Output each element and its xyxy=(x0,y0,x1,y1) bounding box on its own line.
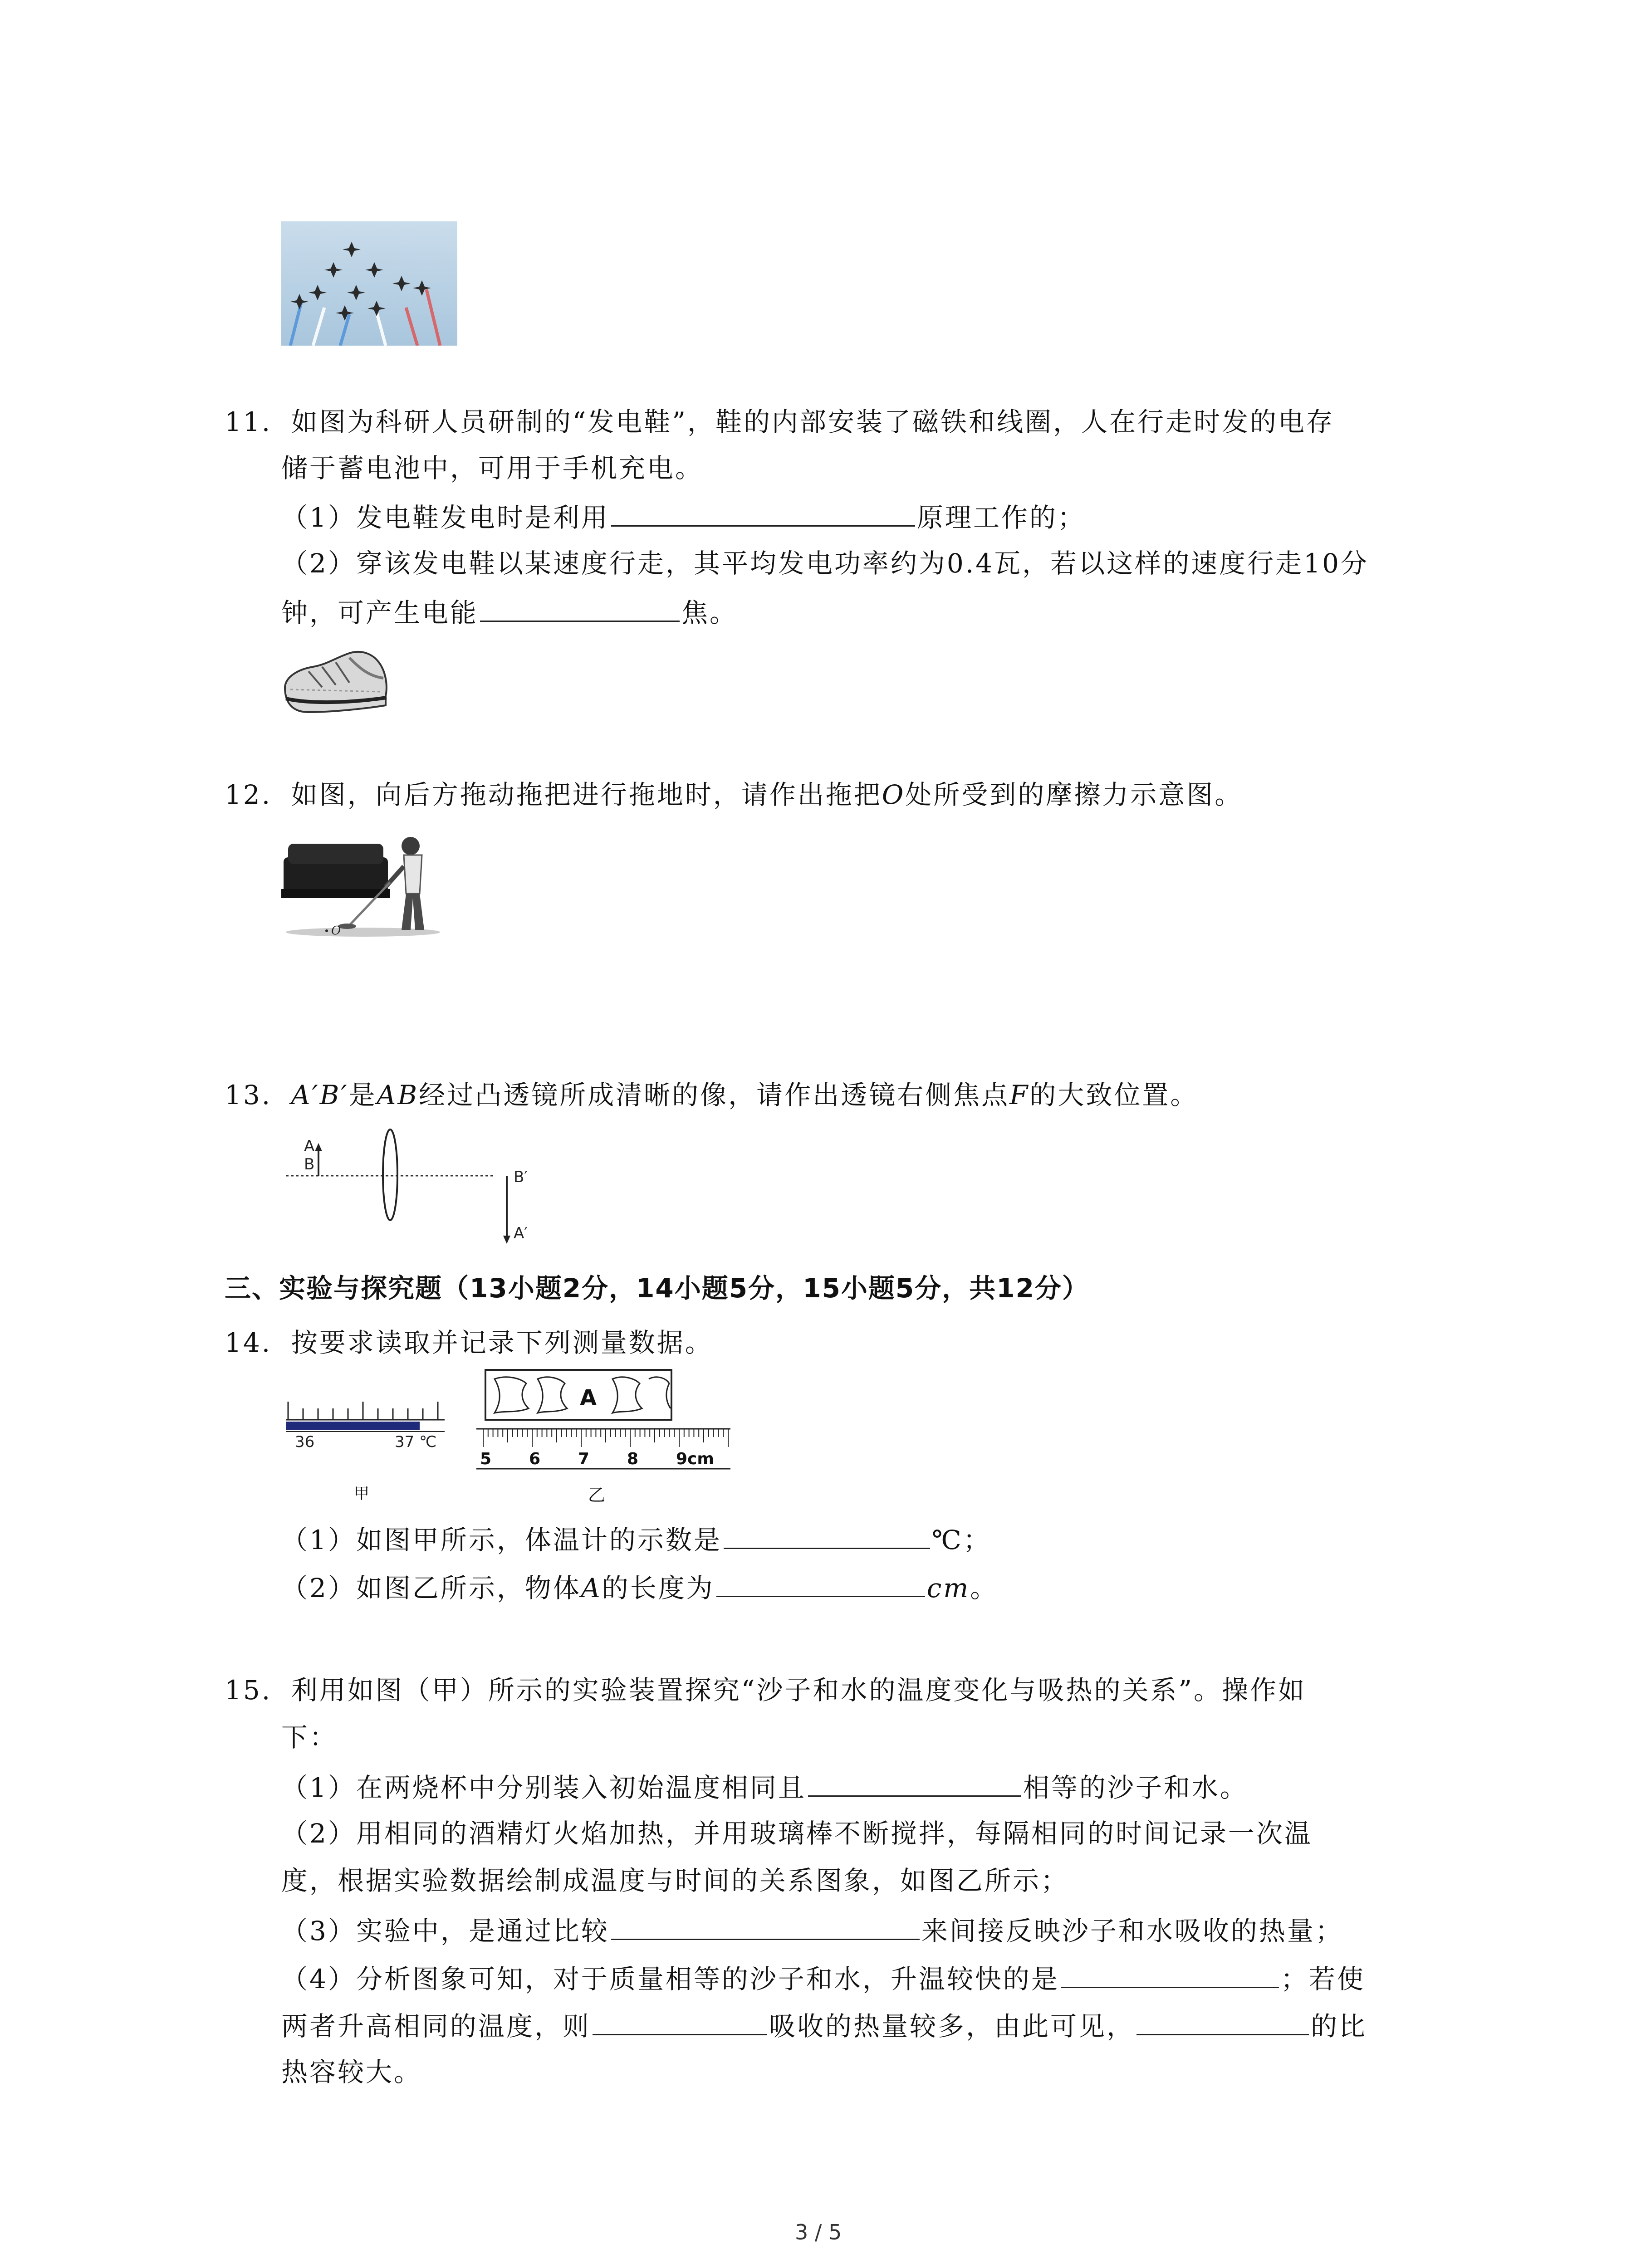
q15-part4-line2 xyxy=(281,2006,1367,2044)
q14-number: 14. xyxy=(225,1327,272,1358)
q14-part1-answer-blank[interactable] xyxy=(724,1520,930,1549)
q15-part3-answer-blank[interactable] xyxy=(611,1911,920,1940)
planes-photo xyxy=(281,221,457,346)
q15-part2-text1: （2）用相同的酒精灯火焰加热，并用玻璃棒不断搅拌，每隔相同的时间记录一次温 xyxy=(281,1818,1313,1849)
q14-part2-unit: cm xyxy=(926,1573,970,1603)
object-label-a: A xyxy=(304,1137,315,1155)
q11-part2-answer-blank[interactable] xyxy=(480,592,680,622)
caption-jia: 甲 xyxy=(354,1485,369,1503)
q12-number: 12. xyxy=(225,779,272,810)
q15-stem-line2 xyxy=(281,1719,338,1755)
q14-part2-answer-blank[interactable] xyxy=(716,1568,925,1597)
thermometer-figure xyxy=(281,1393,449,1456)
q15-stem-line1 xyxy=(225,1672,1306,1708)
q11-part2-line2 xyxy=(281,592,738,631)
q15-stem-text2: 下： xyxy=(281,1722,338,1753)
q15-part4-answer-blank-3[interactable] xyxy=(1136,2006,1309,2035)
q15-stem-text1: 利用如图（甲）所示的实验装置探究“沙子和水的温度变化与吸热的关系”。操作如 xyxy=(291,1675,1306,1706)
q11-stem-line2 xyxy=(281,450,703,486)
q12-point-o: O xyxy=(882,779,906,810)
page-number: 3 / 5 xyxy=(795,2220,842,2244)
q11-stem-line1 xyxy=(225,404,1334,440)
q13-text-end: 的大致位置。 xyxy=(1029,1080,1199,1110)
q14-part2-mid: 的长度为 xyxy=(602,1573,715,1603)
object-label-b: B xyxy=(304,1155,315,1173)
q15-part1-text: （1）在两烧杯中分别装入初始温度相同且 xyxy=(281,1772,806,1803)
q11-part2-text-c: 分 xyxy=(1340,548,1369,579)
ruler-label: 9cm xyxy=(676,1450,714,1468)
q15-part4-line1 xyxy=(281,1959,1365,1997)
shoe-figure xyxy=(281,644,390,717)
q12-stem-text-a: 如图，向后方拖动拖把进行拖地时，请作出拖把 xyxy=(291,779,882,810)
q14-stem-text: 按要求读取并记录下列测量数据。 xyxy=(291,1327,713,1358)
q15-part4-text1: （4）分析图象可知，对于质量相等的沙子和水，升温较快的是 xyxy=(281,1964,1059,1994)
lens-diagram xyxy=(281,1125,544,1252)
q15-part3-text: （3）实验中，是通过比较 xyxy=(281,1916,609,1946)
q11-stem-text2: 储于蓄电池中，可用于手机充电。 xyxy=(281,453,704,484)
q15-part4-line3 xyxy=(281,2054,422,2090)
q11-part2-text-a: （2）穿该发电鞋以某速度行走，其平均发电功率约为 xyxy=(281,548,947,579)
q11-minutes-value: 10 xyxy=(1303,548,1341,579)
q14-part2 xyxy=(281,1568,998,1606)
q15-part1 xyxy=(281,1767,1248,1806)
q14-part1 xyxy=(281,1520,991,1558)
q15-part3 xyxy=(281,1911,1343,1949)
q15-part3-tail: 来间接反映沙子和水吸收的热量； xyxy=(921,1916,1343,1946)
q15-part2-text2: 度，根据实验数据绘制成温度与时间的关系图象，如图乙所示； xyxy=(281,1865,1069,1896)
q15-part4-answer-blank-2[interactable] xyxy=(593,2006,767,2035)
mercury-column xyxy=(286,1422,420,1430)
q13-image-label: A′B′ xyxy=(291,1080,349,1110)
q15-part4-text2-a: 两者升高相同的温度，则 xyxy=(281,2011,591,2042)
ruler-label: 7 xyxy=(578,1450,590,1468)
q11-part1-text: （1）发电鞋发电时是利用 xyxy=(281,502,609,533)
q14-part2-var: A xyxy=(581,1573,602,1603)
q11-part2-line2-text: 钟，可产生电能 xyxy=(281,597,479,628)
thermometer-label-37: 37 ℃ xyxy=(395,1433,437,1451)
thermometer-label-36: 36 xyxy=(295,1433,315,1451)
q15-part4-text2-c: 的比 xyxy=(1311,2011,1367,2042)
q15-part4-text1-tail: ；若使 xyxy=(1280,1964,1365,1994)
section-3-title: 三、实验与探究题（13小题2分，14小题5分，15小题5分，共12分） xyxy=(225,1273,1089,1304)
caption-yi: 乙 xyxy=(588,1485,606,1505)
q14-part2-text: （2）如图乙所示，物体 xyxy=(281,1573,581,1603)
object-a-label: A xyxy=(580,1385,597,1411)
q11-stem-text1: 如图为科研人员研制的“发电鞋”，鞋的内部安装了磁铁和线圈，人在行走时发的电存 xyxy=(291,406,1334,437)
ruler-figure xyxy=(476,1365,730,1474)
q15-part1-answer-blank[interactable] xyxy=(808,1767,1021,1797)
q13-stem xyxy=(225,1077,1198,1113)
q15-number: 15. xyxy=(225,1675,272,1706)
mopping-figure xyxy=(281,826,449,939)
image-label-a-prime: A′ xyxy=(514,1224,528,1242)
q11-number: 11. xyxy=(225,406,272,437)
q14-stem xyxy=(225,1325,713,1361)
q11-part2-line1 xyxy=(281,545,1369,582)
q11-power-value: 0.4 xyxy=(946,548,994,579)
q11-part1 xyxy=(281,497,1086,536)
q15-part2-line2 xyxy=(281,1862,1069,1899)
q15-part4-text2-b: 吸收的热量较多，由此可见， xyxy=(769,2011,1135,2042)
q13-text-mid2: 经过凸透镜所成清晰的像，请作出透镜右侧焦点 xyxy=(419,1080,1010,1110)
image-label-b-prime: B′ xyxy=(514,1168,528,1186)
q11-part2-line2-tail: 焦。 xyxy=(681,597,738,628)
ruler-label: 8 xyxy=(627,1450,639,1468)
ruler-label: 5 xyxy=(480,1450,492,1468)
q11-part1-answer-blank[interactable] xyxy=(611,497,915,527)
q15-part4-answer-blank-1[interactable] xyxy=(1061,1959,1279,1988)
convex-lens xyxy=(383,1129,397,1220)
q14-part1-tail: ℃； xyxy=(931,1525,991,1555)
ruler-label: 6 xyxy=(529,1450,541,1468)
q13-text-mid1: 是 xyxy=(348,1080,377,1110)
q11-part2-text-b: 瓦，若以这样的速度行走 xyxy=(994,548,1304,579)
q11-part1-tail: 原理工作的； xyxy=(916,502,1086,533)
q12-stem-text-b: 处所受到的摩擦力示意图。 xyxy=(905,779,1243,810)
q15-part2-line1 xyxy=(281,1815,1313,1852)
q13-focus-label: F xyxy=(1009,1080,1030,1110)
q12-stem xyxy=(225,777,1243,813)
q13-object-label: AB xyxy=(377,1080,419,1110)
q13-number: 13. xyxy=(225,1080,272,1110)
q15-part1-tail: 相等的沙子和水。 xyxy=(1023,1772,1248,1803)
q15-part4-text3: 热容较大。 xyxy=(281,2057,422,2087)
q14-part2-end: 。 xyxy=(970,1573,999,1603)
q14-part1-text: （1）如图甲所示，体温计的示数是 xyxy=(281,1525,722,1555)
mop-point-label: O xyxy=(331,924,341,938)
